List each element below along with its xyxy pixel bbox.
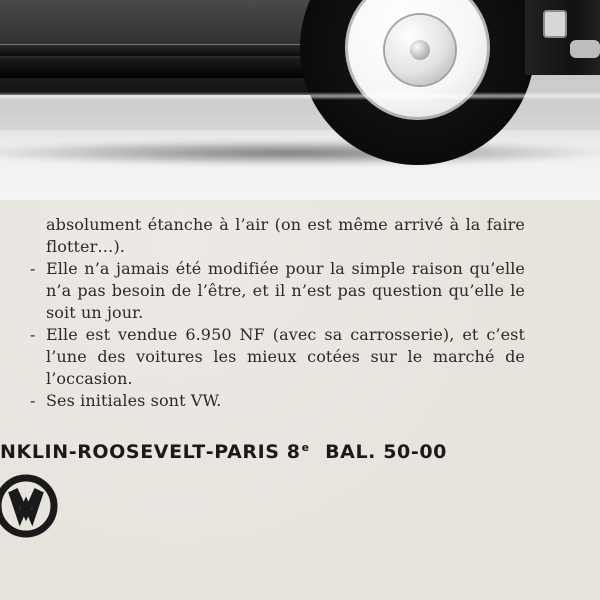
address-phone: BAL. 50-00	[325, 441, 447, 464]
address-line	[0, 441, 600, 469]
address-street: NKLIN-ROOSEVELT	[0, 441, 206, 464]
bullet-text: Ses initiales sont VW.	[46, 391, 222, 410]
bullet-text: Elle est vendue 6.950 NF (avec sa carrosserie), et c’est l’une des voitures les mieux cotées sur le marché de l’occasion.	[46, 325, 525, 388]
photo-shadow	[0, 140, 600, 166]
bullet-dash: -	[30, 391, 36, 410]
chassis-frame-bar-lower	[0, 58, 320, 78]
address-separator: -	[205, 441, 215, 464]
photo-highlight	[0, 92, 600, 100]
body-paragraph-continuation	[30, 214, 525, 258]
wheel-hub-center	[410, 40, 430, 60]
bullet-text: Elle n’a jamais été modifiée pour la simple raison qu’elle n’a pas besoin de l’être, et il n’est pas question qu’elle le soit un jour.	[46, 259, 525, 322]
address-arrondissement-suffix: e	[301, 441, 310, 454]
paragraph-text: absolument étanche à l’air (on est même arrivé à la faire flotter…).	[46, 215, 525, 256]
body-bullet	[30, 324, 525, 390]
body-bullet	[30, 258, 525, 324]
chassis-right-parts	[525, 0, 600, 75]
vehicle-chassis-photo	[0, 0, 600, 200]
bullet-dash: -	[30, 325, 36, 344]
chassis-frame-bar	[0, 44, 340, 56]
address-city: PARIS 8	[214, 441, 301, 464]
body-bullet	[30, 390, 525, 412]
vw-logo	[0, 474, 58, 538]
article-body	[30, 214, 525, 412]
bullet-dash: -	[30, 259, 36, 278]
